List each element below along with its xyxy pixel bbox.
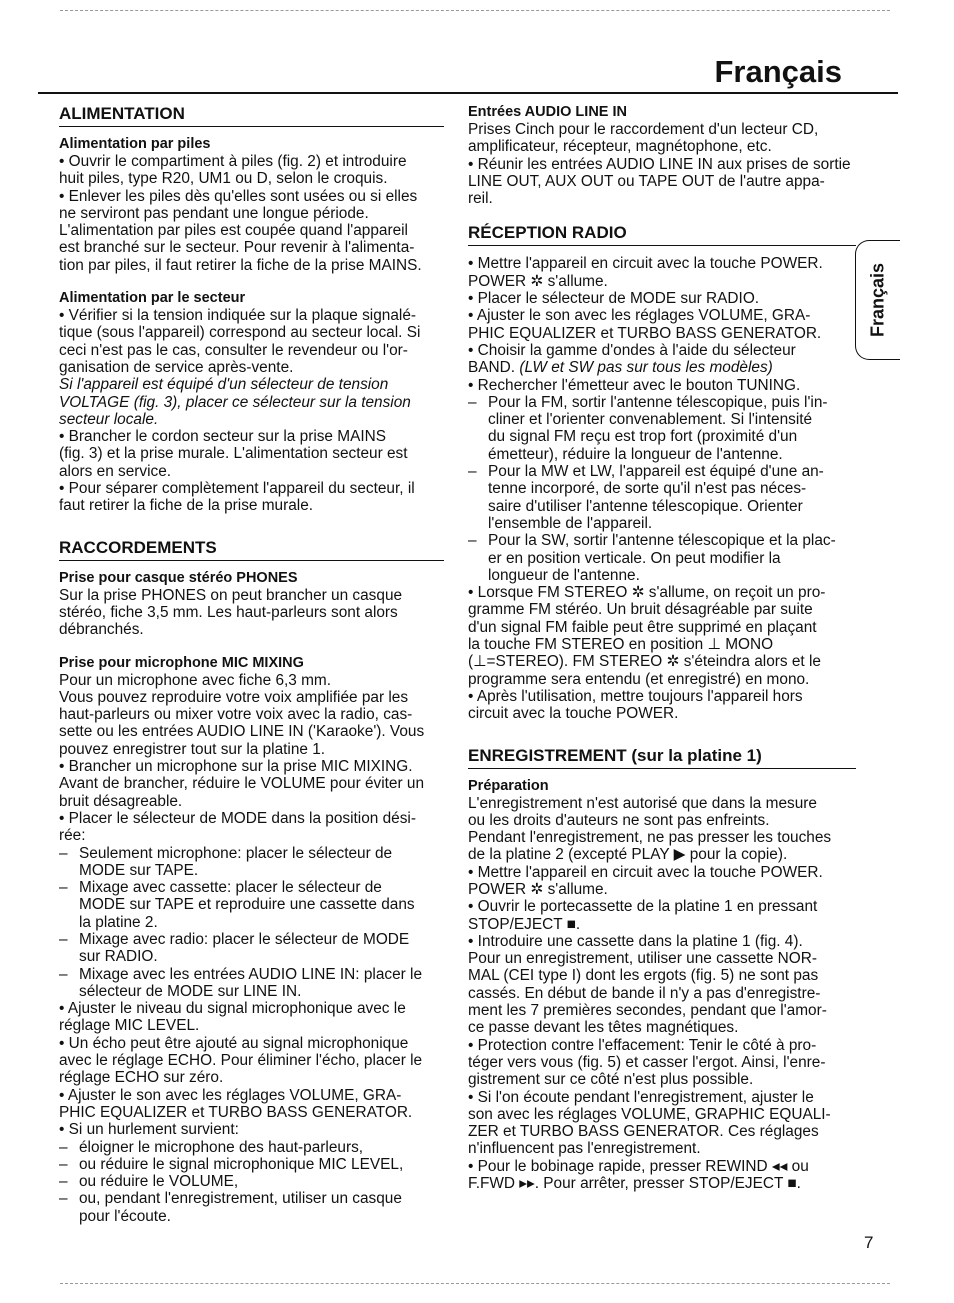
band-line [468,359,856,376]
text-line: l'ensemble de l'appareil. [488,514,653,532]
italic-note-line: VOLTAGE (fig. 3), placer ce sélecteur sur la tension [59,393,411,411]
text-line: Pour la MW et LW, l'appareil est équipé d'une an- [488,463,824,481]
text-line: POWER ✲ s'allume. [468,880,608,898]
text-line: ce passe devant les têtes magnétiques. [468,1019,739,1037]
text-line: • Vérifier si la tension indiquée sur la plaque signalé- [59,307,417,325]
text-line: • Si l'on écoute pendant l'enregistrement, ajuster le [468,1088,814,1106]
text-line: ment les 7 premières secondes, pendant que l'amor- [468,1002,827,1020]
text-line: pouvez enregistrer tout sur la platine 1. [59,740,326,758]
text-line: • Pour séparer complètement l'appareil du secteur, il [59,480,415,498]
mic-text [59,672,444,1226]
text-line: MODE sur TAPE et reproduire une cassette dans [79,896,415,914]
text-line: • Ajuster le son avec les réglages VOLUME, GRA- [59,1086,402,1104]
subheading-preparation: Préparation [468,777,549,794]
text-line: • Mettre l'appareil en circuit avec la touche POWER. [468,255,823,273]
dash-item [59,1139,444,1156]
text-line: de la platine 2 (excepté PLAY ▶ pour la copie). [468,846,788,864]
dash-item [59,966,444,1001]
text-line: tique (sous l'appareil) correspond au secteur local. Si [59,324,421,342]
text-line: stéréo, fiche 3,5 mm. Les haut-parleurs sont alors [59,603,398,621]
text-line: • Réunir les entrées AUDIO LINE IN aux prises de sortie [468,155,851,173]
dash-item [59,879,444,931]
text-line: d'un signal FM faible peut être supprimé en plaçant [468,618,817,636]
text-line: cassés. En début de bande il n'y a pas d'enregistre- [468,984,821,1002]
text-line: • Brancher un microphone sur la prise MIC MIXING. [59,758,413,776]
section-heading-raccordements: RACCORDEMENTS [59,538,444,561]
text-line: • Ajuster le niveau du signal microphonique avec le [59,1000,406,1018]
text-line: • Si un hurlement survient: [59,1121,239,1139]
text-line: • Ouvrir le portecassette de la platine 1 en pressant [468,898,818,916]
dash-item [59,931,444,966]
text-line: amplificateur, récepteur, magnétophone, etc. [468,138,772,156]
text-line: ou, pendant l'enregistrement, utiliser un casque [79,1190,402,1208]
dash-item [468,463,856,532]
language-side-tab [855,240,900,360]
text-line: Vous pouvez reproduire votre voix amplifiée par les [59,688,409,706]
band-text: BAND. [468,359,520,377]
text-line: Mixage avec radio: placer le sélecteur de MODE [79,930,410,948]
subheading-audio-line-in: Entrées AUDIO LINE IN [468,104,627,120]
dash-item [59,845,444,880]
text-line: faut retirer la fiche de la prise murale. [59,497,314,515]
text-line: L'enregistrement n'est autorisé que dans la mesure [468,794,817,812]
text-line: longueur de l'antenne. [488,566,640,584]
subheading-mic: Prise pour microphone MIC MIXING [59,654,304,671]
scan-edge-bottom [60,1283,890,1285]
audio-line-in-text [468,121,856,207]
secteur-text [59,307,444,515]
page-number: 7 [864,1233,874,1252]
text-line: son avec les réglages VOLUME, GRAPHIC EQUALI- [468,1105,831,1123]
text-line: Pendant l'enregistrement, ne pas presser les touches [468,829,832,847]
text-line: Pour un enregistrement, utiliser une cassette NOR- [468,950,818,968]
section-heading-reception-radio: RÉCEPTION RADIO [468,223,856,246]
text-line: huit piles, type R20, UM1 ou D, selon le croquis. [59,170,388,188]
text-line: • Protection contre l'effacement: Tenir le côté à pro- [468,1036,817,1054]
text-line: PHIC EQUALIZER et TURBO BASS GENERATOR. [59,1103,413,1121]
text-line: circuit avec la touche POWER. [468,705,679,723]
text-line: MAL (CEI type I) dont les ergots (fig. 5) ne sont pas [468,967,819,985]
text-line: gramme FM stéréo. Un bruit désagréable par suite [468,601,813,619]
title-rule [38,92,898,94]
text-line: • Introduire une cassette dans la platine 1 (fig. 4). [468,932,803,950]
text-line: STOP/EJECT ■. [468,915,581,933]
text-line: LINE OUT, AUX OUT ou TAPE OUT de l'autre appa- [468,172,825,190]
text-line: haut-parleurs ou mixer votre voix avec la radio, cas- [59,706,413,724]
text-line: débranchés. [59,621,144,639]
text-line: programme sera entendu (et enregistré) en mono. [468,670,810,688]
text-line: gistrement sur ce côté n'est plus possible. [468,1071,754,1089]
text-line: sur RADIO. [79,948,158,966]
text-line: cliner et l'orienter convenablement. Si l'intensité [488,411,813,429]
text-line: téger vers vous (fig. 5) et casser l'ergot. Ainsi, l'enre- [468,1053,826,1071]
text-line: avec le réglage ECHO. Pour éliminer l'écho, placer le [59,1052,423,1070]
text-line: • Brancher le cordon secteur sur la prise MAINS [59,428,387,446]
text-line: Mixage avec cassette: placer le sélecteur de [79,879,382,897]
radio-text [468,255,856,722]
text-line: • Après l'utilisation, mettre toujours l'appareil hors [468,687,803,705]
text-line: • Pour le bobinage rapide, presser REWIND ◂◂ ou [468,1157,809,1175]
text-line: ou les droits d'auteurs ne sont pas enfreints. [468,811,770,829]
text-line: • Enlever les piles dès qu'elles sont usées ou si elles [59,187,418,205]
text-line: sette ou les entrées AUDIO LINE IN ('Karaoke'). Vous [59,723,425,741]
text-line: éloigner le microphone des haut-parleurs, [79,1138,364,1156]
text-line: alors en service. [59,462,172,480]
italic-note-line: secteur locale. [59,410,159,428]
band-italic-note: (LW et SW pas sur tous les modèles) [519,359,773,377]
text-line: Seulement microphone: placer le sélecteur de [79,844,393,862]
dash-item [59,1156,444,1173]
text-line: ZER et TURBO BASS GENERATOR. Ces réglages [468,1123,819,1141]
text-line: tenne incorporé, de sorte qu'il n'est pas néces- [488,480,807,498]
text-line: tion par piles, il faut retirer la fiche de la prise MAINS. [59,256,422,274]
text-line: Avant de brancher, réduire le VOLUME pour éviter un [59,775,425,793]
subheading-phones: Prise pour casque stéréo PHONES [59,569,298,586]
piles-text [59,153,444,274]
text-line: • Un écho peut être ajouté au signal microphonique [59,1034,409,1052]
text-line: Pour la SW, sortir l'antenne télescopique et la plac- [488,532,836,550]
text-line: pour l'écoute. [79,1207,171,1225]
text-line: reil. [468,190,493,208]
text-line: Pour la FM, sortir l'antenne télescopique, puis l'in- [488,393,828,411]
subheading-piles: Alimentation par piles [59,136,211,152]
dash-item [468,394,856,463]
text-line: sélecteur de MODE sur LINE IN. [79,982,302,1000]
text-line: la platine 2. [79,913,158,931]
text-line: ganisation de service après-vente. [59,358,294,376]
page-title: Français [714,54,842,89]
text-line: réglage MIC LEVEL. [59,1017,200,1035]
text-line: la touche FM STEREO en position ⊥ MONO [468,636,774,654]
text-line: L'alimentation par piles est coupée quand l'appareil [59,222,408,240]
dash-item [59,1190,444,1225]
left-column [59,104,444,1225]
scan-edge-top [60,10,890,12]
subheading-secteur: Alimentation par le secteur [59,290,246,307]
text-line: émetteur), réduire la longueur de l'antenne. [488,445,783,463]
text-line: (⊥=STEREO). FM STEREO ✲ s'éteindra alors et le [468,653,821,671]
text-line: ne serviront pas pendant une longue période. [59,204,369,222]
text-line: • Lorsque FM STEREO ✲ s'allume, on reçoit un pro- [468,584,826,602]
text-line: ou réduire le signal microphonique MIC LEVEL, [79,1155,404,1173]
text-line: est branché sur le secteur. Pour revenir à l'alimenta- [59,239,415,257]
text-line: Mixage avec les entrées AUDIO LINE IN: placer le [79,965,423,983]
text-line: er en position verticale. On peut modifier la [488,549,781,567]
text-line: bruit désagreable. [59,792,183,810]
text-line: ou réduire le VOLUME, [79,1173,239,1191]
text-line: • Placer le sélecteur de MODE sur RADIO. [468,290,760,308]
dash-item [59,1173,444,1190]
text-line: • Ajuster le son avec les réglages VOLUME, GRA- [468,307,811,325]
section-heading-enregistrement: ENREGISTREMENT (sur la platine 1) [468,746,856,769]
side-tab-label: Français [867,262,888,338]
text-line: Sur la prise PHONES on peut brancher un casque [59,586,403,604]
text-line: du signal FM reçu est trop fort (proximité d'un [488,428,798,446]
section-heading-alimentation: ALIMENTATION [59,104,444,127]
text-line: ceci n'est pas le cas, consulter le revendeur ou l'or- [59,341,408,359]
text-line: • Ouvrir le compartiment à piles (fig. 2) et introduire [59,153,407,170]
phones-text [59,587,444,639]
enregistrement-text [468,795,856,1193]
text-line: saire d'utiliser l'antenne télescopique. Orienter [488,497,803,515]
text-line: F.FWD ▸▸. Pour arrêter, presser STOP/EJECT ■. [468,1175,801,1193]
text-line: MODE sur TAPE. [79,861,199,879]
text-line: • Choisir la gamme d'ondes à l'aide du sélecteur [468,341,796,359]
text-line: Prises Cinch pour le raccordement d'un lecteur CD, [468,121,819,138]
text-line: (fig. 3) et la prise murale. L'alimentation secteur est [59,445,408,463]
text-line: • Mettre l'appareil en circuit avec la touche POWER. [468,863,823,881]
text-line: réglage ECHO sur zéro. [59,1069,224,1087]
text-line: PHIC EQUALIZER et TURBO BASS GENERATOR. [468,324,822,342]
text-line: Pour un microphone avec fiche 6,3 mm. [59,671,332,689]
text-line: POWER ✲ s'allume. [468,272,608,290]
text-line: n'influencent pas l'enregistrement. [468,1140,701,1158]
italic-note-line: Si l'appareil est équipé d'un sélecteur de tension [59,376,389,394]
text-line: • Placer le sélecteur de MODE dans la position dési- [59,809,416,827]
dash-item [468,532,856,584]
text-line: • Rechercher l'émetteur avec le bouton TUNING. [468,376,801,394]
text-line: rée: [59,827,86,845]
right-column [468,104,856,1192]
